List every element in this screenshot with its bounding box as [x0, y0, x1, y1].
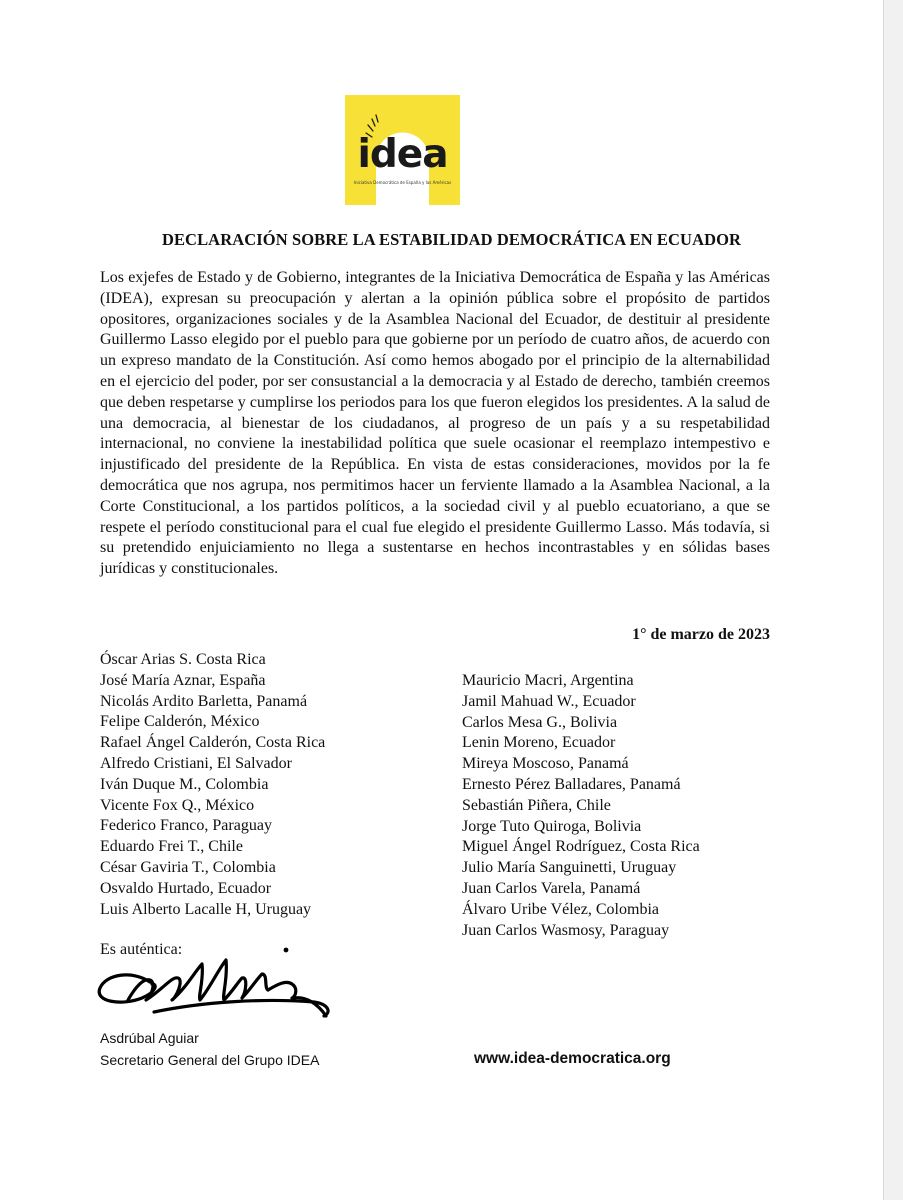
signer-item: Ernesto Pérez Balladares, Panamá	[462, 775, 681, 793]
signer-item: Osvaldo Hurtado, Ecuador	[100, 879, 272, 897]
authentication-label: Es auténtica:	[100, 941, 183, 958]
signer-item: Juan Carlos Varela, Panamá	[462, 879, 641, 897]
signer-item: Federico Franco, Paraguay	[100, 817, 272, 835]
document-title: DECLARACIÓN SOBRE LA ESTABILIDAD DEMOCRÁTICA EN ECUADOR	[161, 230, 742, 249]
signer-item: Jamil Mahuad W., Ecuador	[462, 692, 636, 710]
signer-item: Mauricio Macri, Argentina	[462, 672, 634, 689]
signer-item: José María Aznar, España	[100, 671, 266, 689]
handwritten-signature	[92, 940, 352, 1030]
signer-item: Mireya Moscoso, Panamá	[462, 755, 629, 773]
signer-item: Rafael Ángel Calderón, Costa Rica	[100, 734, 326, 752]
declaration-body: Los exjefes de Estado y de Gobierno, integrantes de la Iniciativa Democrática de España y las Américas (IDEA), expresan su preocupación y alertan a la opinión pública sobre el propósito de partidos opositores, organizaciones sociales y de la Asamblea Nacional del Ecuador, de destituir al presidente Guillermo Lasso elegido por el pueblo para que gobierne por un período de cuatro años, de acuerdo con un expreso mandato de la Constitución. Así como hemos abogado por el principio de la alternabilidad en el ejercicio del poder, por ser consustancial a la democracia y al Estado de derecho, también creemos que deben respetarse y cumplirse los periodos para los que fueron elegidos los presidentes. A la salud de una democracia, al bienestar de los ciudadanos, al progreso de un país y a su respetabilidad internacional, no conviene la inestabilidad política que suele ocasionar el reemplazo intempestivo e injustificado del presidente de la República. En vista de estas consideraciones, movidos por la fe democrática que nos agrupa, nos permitimos hacer un ferviente llamado a la Asamblea Nacional, a la Corte Constitucional, a los partidos políticos, a la sociedad civil y al pueblo ecuatoriano, a que se respete el período constitucional para el cual fue elegido el presidente Guillermo Lasso. Más todavía, si su pretendido enjuiciamiento no llega a sustentarse en hechos incontrastables y en sólidas bases jurídicas y constitucionales.	[100, 269, 770, 578]
signer-item: Julio María Sanguinetti, Uruguay	[462, 859, 677, 877]
signer-item: Juan Carlos Wasmosy, Paraguay	[462, 921, 670, 939]
signer-item: Nicolás Ardito Barletta, Panamá	[100, 692, 308, 710]
signer-item: Jorge Tuto Quiroga, Bolivia	[462, 817, 642, 835]
signers-left-column	[100, 650, 325, 920]
signer-item: Iván Duque M., Colombia	[100, 775, 269, 793]
website-url: www.idea-democratica.org	[474, 1050, 671, 1067]
signatory-role: Secretario General del Grupo IDEA	[100, 1052, 320, 1068]
page-edge	[883, 0, 903, 1200]
signatory-name: Asdrúbal Aguiar	[100, 1030, 199, 1046]
signer-item: Sebastián Piñera, Chile	[462, 796, 611, 814]
signer-item: Óscar Arias S. Costa Rica	[100, 651, 266, 668]
signer-item: Eduardo Frei T., Chile	[100, 838, 243, 856]
signer-item: Luis Alberto Lacalle H, Uruguay	[100, 900, 312, 918]
declaration-date: 1° de marzo de 2023	[632, 626, 770, 643]
idea-logo	[345, 95, 460, 205]
signer-item: Vicente Fox Q., México	[100, 796, 255, 814]
signer-item: César Gaviria T., Colombia	[100, 858, 276, 876]
logo-tagline: Iniciativa Democrática de España y las Américas	[353, 180, 452, 185]
signer-item: Miguel Ángel Rodríguez, Costa Rica	[462, 838, 700, 856]
signer-item: Álvaro Uribe Vélez, Colombia	[462, 900, 659, 918]
signer-item: Carlos Mesa G., Bolivia	[462, 713, 618, 731]
signers-right-column	[462, 671, 700, 941]
signer-item: Alfredo Cristiani, El Salvador	[100, 754, 292, 772]
signer-item: Felipe Calderón, México	[100, 713, 260, 731]
signer-item: Lenin Moreno, Ecuador	[462, 734, 616, 752]
logo-wordmark: idea	[357, 132, 448, 177]
